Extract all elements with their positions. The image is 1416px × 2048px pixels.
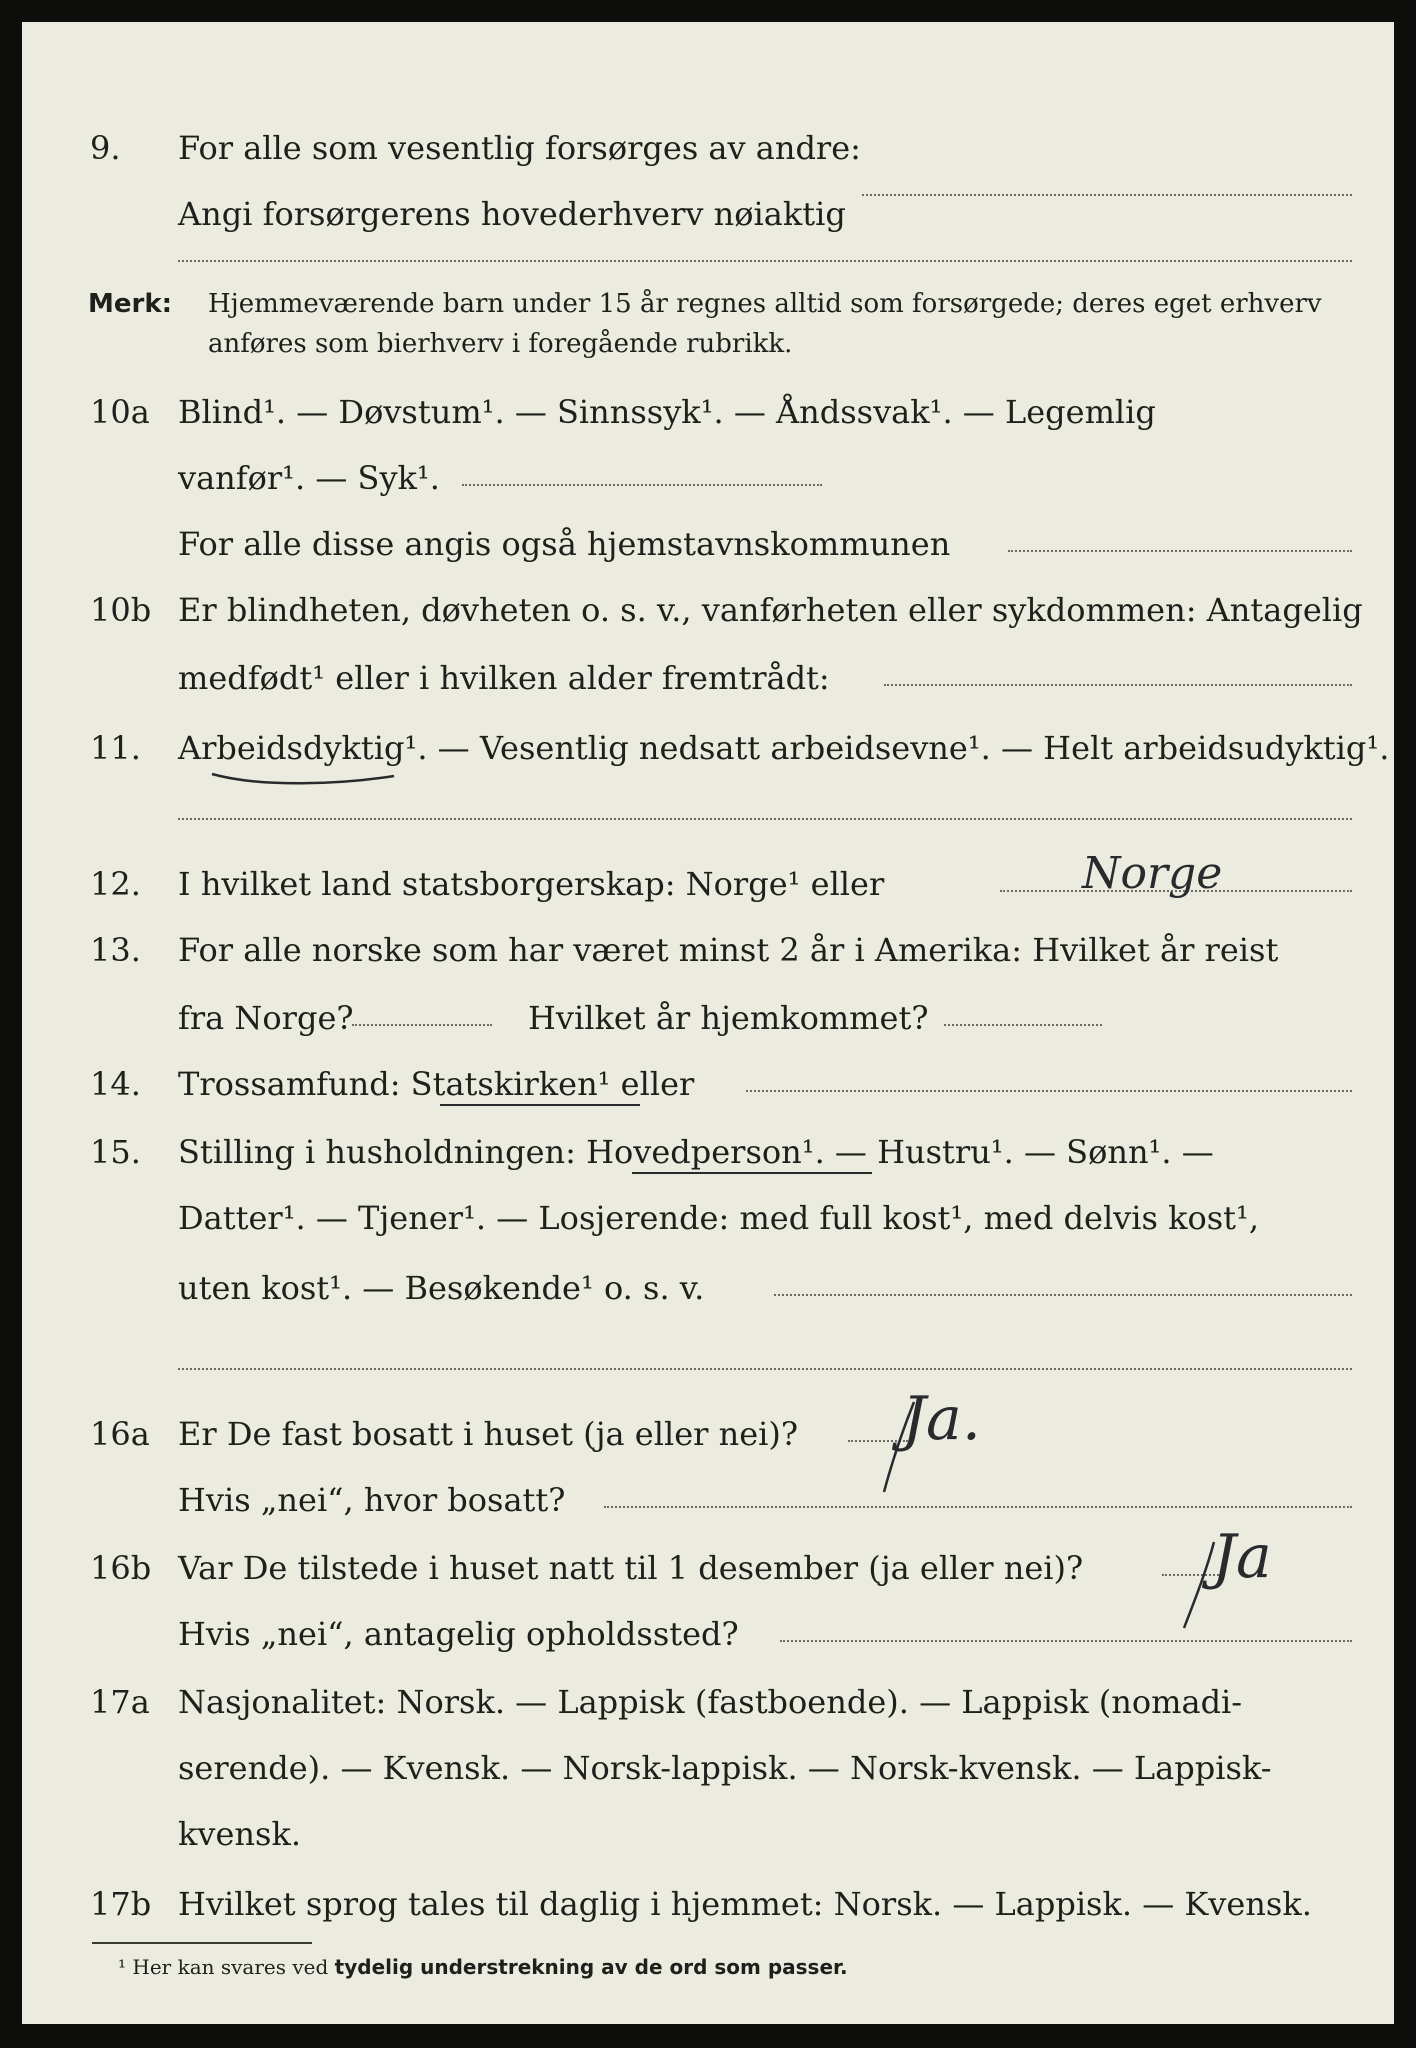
census-form-page [22,22,1394,2024]
q15-question-cont-2: uten kost¹. — Besøkende¹ o. s. v. [178,1269,705,1307]
q16b-ja-stroke [1184,1542,1214,1628]
q11-question: Arbeidsdyktig¹. — Vesentlig nedsatt arbeidsevne¹. — Helt arbeidsudyktig¹. [178,729,1390,767]
q10a-question: Blind¹. — Døvstum¹. — Sinnssyk¹. — Åndssvak¹. — Legemlig [178,393,1156,431]
q9-subquestion: Angi forsørgerens hovederhverv nøiaktig [178,195,846,233]
q9-number: 9. [90,129,121,167]
q17a-question-cont: serende). — Kvensk. — Norsk-lappisk. — Norsk-kvensk. — Lappisk- [178,1749,1272,1787]
q17a-number: 17a [90,1683,150,1721]
q10a-question-cont: vanfør¹. — Syk¹. [178,459,440,497]
q15-question-cont: Datter¹. — Tjener¹. — Losjerende: med full kost¹, med delvis kost¹, [178,1199,1260,1237]
q13-hjemkommet-label: Hvilket år hjemkommet? [528,999,929,1037]
q10b-question-cont: medfødt¹ eller i hvilken alder fremtrådt: [178,659,830,697]
q12-number: 12. [90,865,141,903]
q10b-question: Er blindheten, døvheten o. s. v., vanførheten eller sykdommen: Antagelig [178,591,1363,629]
q16a-subquestion: Hvis „nei“, hvor bosatt? [178,1481,566,1519]
q15-number: 15. [90,1133,141,1171]
merk-text: Hjemmeværende barn under 15 år regnes alltid som forsørgede; deres eget erhverv anføres som bierhverv i foregående rubrikk. [208,289,1322,359]
q13-question: For alle norske som har været minst 2 år i Amerika: Hvilket år reist [178,931,1279,969]
q14-number: 14. [90,1065,141,1103]
q13-number: 13. [90,931,141,969]
merk-label: Merk: [88,289,173,319]
q11-number: 11. [90,729,141,767]
handwritten-marks [22,22,1394,2024]
q13-reist-label: fra Norge? [178,999,354,1037]
q11-arbeidsdyktig-underline [212,774,394,783]
footnote-bold: tydelig understrekning av de ord som passer. [334,1955,848,1979]
q12-answer: Norge [1082,848,1223,899]
q17b-number: 17b [90,1885,152,1923]
footnote-prefix: Her kan svares ved [132,1955,329,1979]
q10a-hjemstavn: For alle disse angis også hjemstavnskommunen [178,525,951,563]
q16b-subquestion: Hvis „nei“, antagelig opholdssted? [178,1615,739,1653]
q16b-answer: Ja [1212,1522,1272,1592]
q16a-question: Er De fast bosatt i huset (ja eller nei)? [178,1415,799,1453]
q16a-ja-stroke [884,1402,914,1492]
footnote-mark: ¹ [118,1955,127,1979]
q16a-answer: Ja. [902,1384,981,1454]
q17a-question: Nasjonalitet: Norsk. — Lappisk (fastboende). — Lappisk (nomadi- [178,1683,1243,1721]
q14-question: Trossamfund: Statskirken¹ eller [178,1065,695,1103]
q9-question: For alle som vesentlig forsørges av andre: [178,129,861,167]
q10b-number: 10b [90,591,152,629]
q12-question: I hvilket land statsborgerskap: Norge¹ eller [178,865,885,903]
q15-question: Stilling i husholdningen: Hovedperson¹. — Hustru¹. — Sønn¹. — [178,1133,1214,1171]
q16b-number: 16b [90,1549,152,1587]
q10a-number: 10a [90,393,150,431]
q17a-question-cont-2: kvensk. [178,1815,301,1853]
q17b-question: Hvilket sprog tales til daglig i hjemmet: Norsk. — Lappisk. — Kvensk. [178,1885,1312,1923]
q16b-question: Var De tilstede i huset natt til 1 desember (ja eller nei)? [178,1549,1084,1587]
q16a-number: 16a [90,1415,150,1453]
